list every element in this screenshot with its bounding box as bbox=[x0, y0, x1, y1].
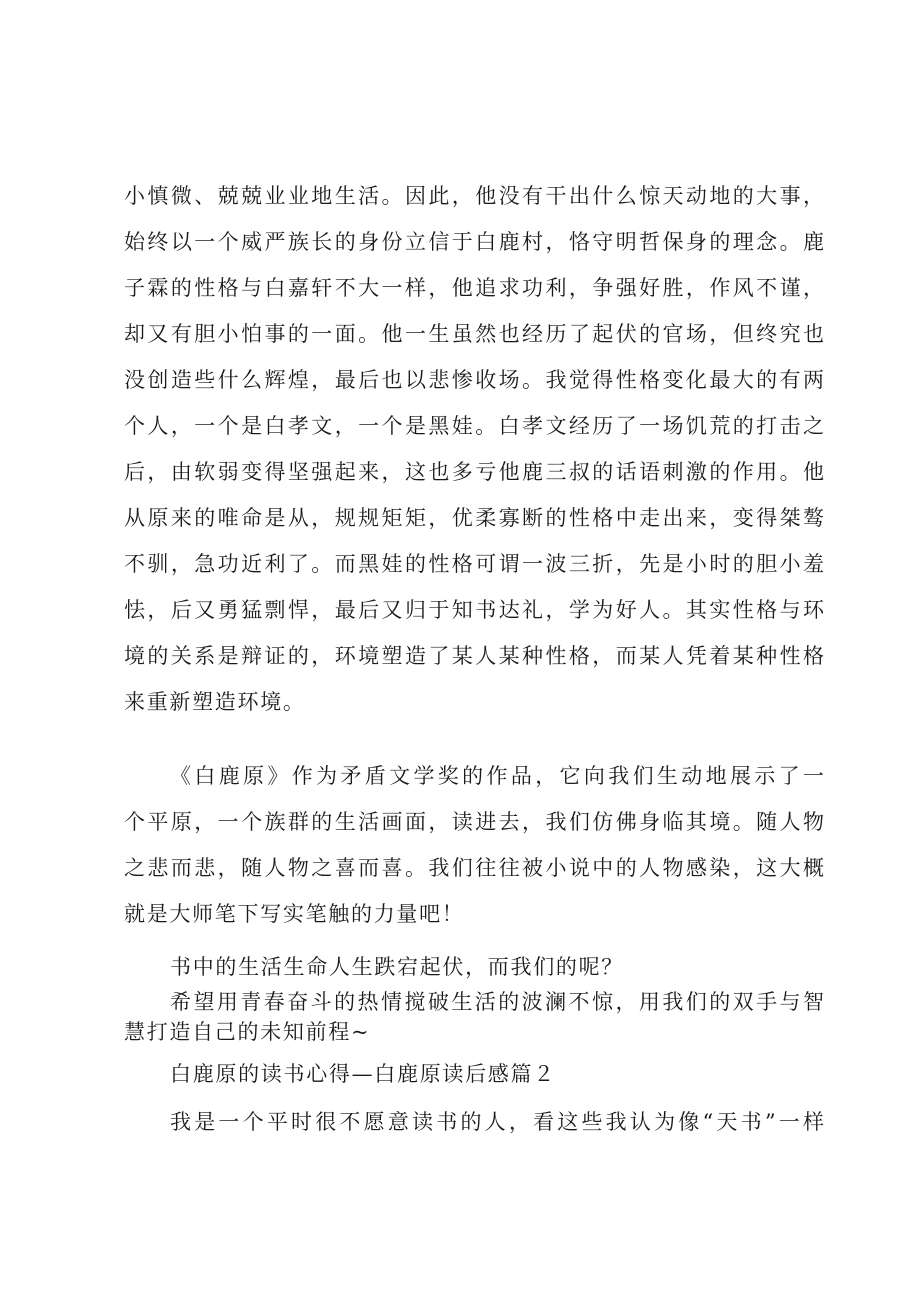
paragraph-2-line-3: 之悲而悲，随人物之喜而喜。我们往往被小说中的人物感染，这大概 bbox=[124, 856, 824, 880]
paragraph-2-line-4: 就是大师笔下写实笔触的力量吧！ bbox=[124, 902, 465, 926]
paragraph-1-line-5: 没创造些什么辉煌，最后也以悲惨收场。我觉得性格变化最大的有两 bbox=[124, 368, 824, 392]
paragraph-1-line-7: 后，由软弱变得坚强起来，这也多亏他鹿三叔的话语刺激的作用。他 bbox=[124, 460, 824, 484]
paragraph-2-line-2: 个平原，一个族群的生活画面，读进去，我们仿佛身临其境。随人物 bbox=[124, 810, 824, 834]
paragraph-2-line-1: 《白鹿原》作为矛盾文学奖的作品，它向我们生动地展示了一 bbox=[170, 764, 824, 788]
paragraph-1-line-1: 小慎微、兢兢业业地生活。因此，他没有干出什么惊天动地的大事， bbox=[124, 184, 824, 208]
paragraph-1-line-9: 不驯，急功近利了。而黑娃的性格可谓一波三折，先是小时的胆小羞 bbox=[124, 552, 824, 576]
paragraph-1-line-10: 怯，后又勇猛剽悍，最后又归于知书达礼，学为好人。其实性格与环 bbox=[124, 598, 824, 622]
paragraph-1-line-6: 个人，一个是白孝文，一个是黑娃。白孝文经历了一场饥荒的打击之 bbox=[124, 414, 824, 438]
paragraph-1-line-11: 境的关系是辩证的，环境塑造了某人某种性格，而某人凭着某种性格 bbox=[124, 644, 824, 668]
paragraph-1-line-2: 始终以一个威严族长的身份立信于白鹿村，恪守明哲保身的理念。鹿 bbox=[124, 230, 824, 254]
paragraph-4-line-1: 希望用青春奋斗的热情搅破生活的波澜不惊，用我们的双手与智 bbox=[170, 990, 824, 1014]
paragraph-5-line-1: 我是一个平时很不愿意读书的人，看这些我认为像“天书”一样 bbox=[170, 1110, 824, 1134]
paragraph-1-line-4: 却又有胆小怕事的一面。他一生虽然也经历了起伏的官场，但终究也 bbox=[124, 322, 824, 346]
paragraph-1-line-12: 来重新塑造环境。 bbox=[124, 690, 306, 714]
section-title: 白鹿原的读书心得—白鹿原读后感篇２ bbox=[170, 1062, 556, 1086]
paragraph-3: 书中的生活生命人生跌宕起伏，而我们的呢？ bbox=[170, 955, 624, 979]
paragraph-1-line-8: 从原来的唯命是从，规规矩矩，优柔寡断的性格中走出来，变得桀骜 bbox=[124, 506, 824, 530]
paragraph-4-line-2: 慧打造自己的未知前程~ bbox=[124, 1020, 371, 1044]
paragraph-1-line-3: 子霖的性格与白嘉轩不大一样，他追求功利，争强好胜，作风不谨， bbox=[124, 276, 824, 300]
